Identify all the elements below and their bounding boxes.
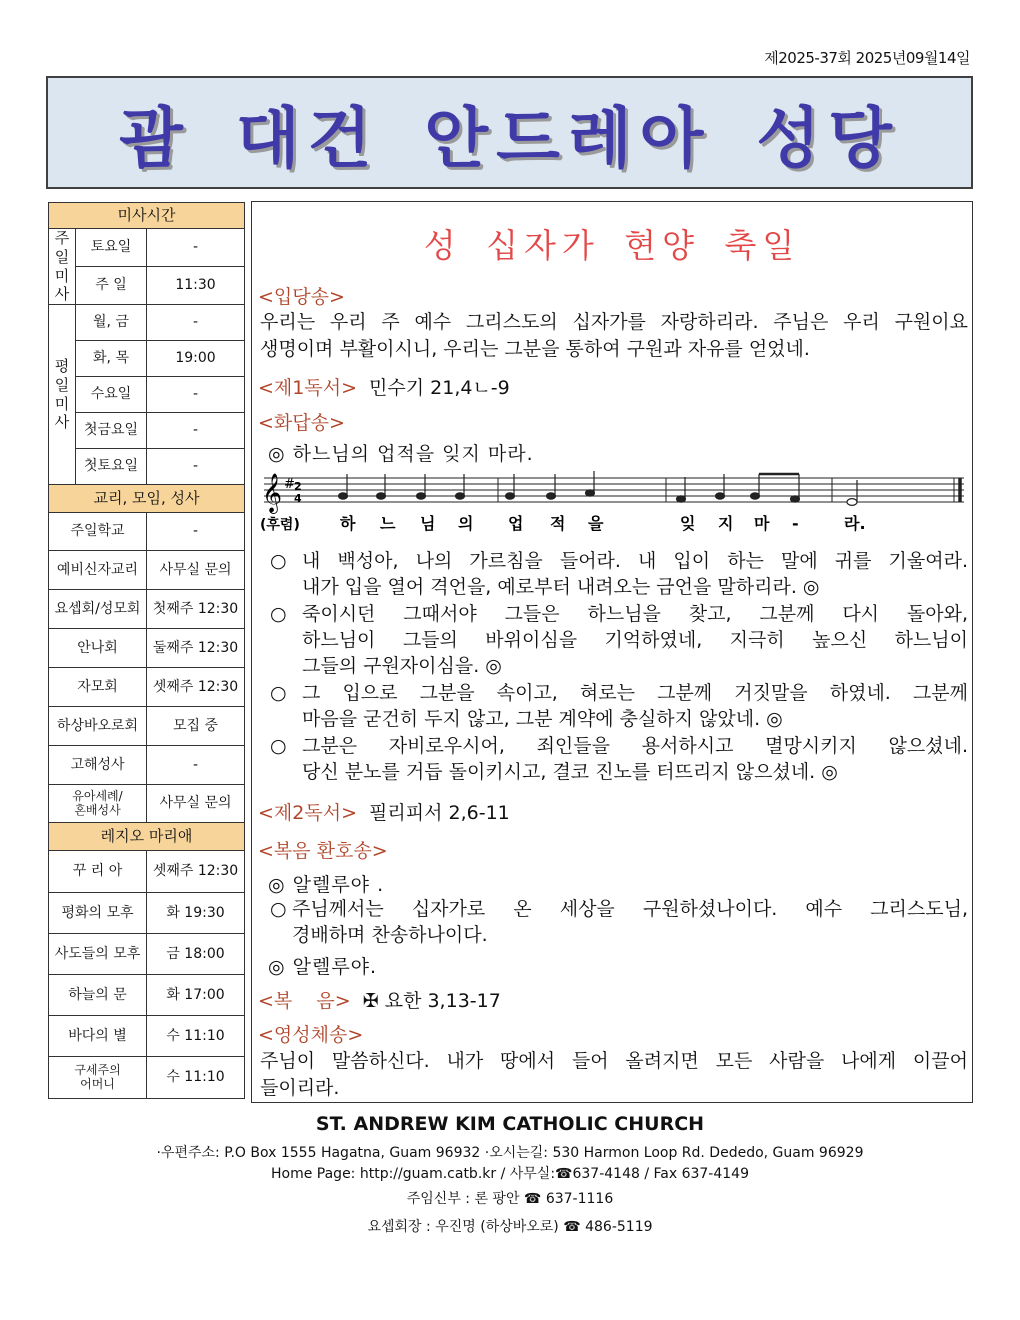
verse-marker: ○ bbox=[270, 603, 287, 625]
psalm-verse-3 bbox=[270, 680, 968, 732]
curia-value: 셋째주 12:30 bbox=[147, 851, 245, 893]
lyric-syllable: 잊 bbox=[680, 514, 696, 533]
verse4-line-1: 그분은 자비로우시어, 죄인들을 용서하시고 멸망시키지 않으셨네. bbox=[302, 735, 968, 757]
sea-label: 바다의 별 bbox=[49, 1016, 147, 1057]
note bbox=[791, 496, 800, 502]
baptism-label: 유아세례/ 혼배성사 bbox=[49, 785, 147, 823]
lyric-syllable: 하 bbox=[340, 514, 356, 533]
joseph-value: 첫째주 12:30 bbox=[147, 590, 245, 629]
anna-value: 둘째주 12:30 bbox=[147, 629, 245, 668]
verse2-line-2: 하느님이 그들의 바위이심을 기억하였네, 지극히 높으신 하느님이 bbox=[302, 629, 968, 651]
sea-value: 수 11:10 bbox=[147, 1016, 245, 1057]
sunday-time: 11:30 bbox=[147, 267, 245, 305]
acclamation-verse bbox=[270, 896, 968, 948]
monfri-label: 월, 금 bbox=[76, 305, 147, 341]
half-note bbox=[847, 499, 857, 506]
reading2-ref: 필리피서 2,6-11 bbox=[369, 802, 510, 824]
firstsat-time: - bbox=[147, 449, 245, 485]
weekday-mass-group: 평 일 미 사 bbox=[49, 305, 76, 485]
psalm-verse-2 bbox=[270, 601, 968, 679]
firstsat-label: 첫토요일 bbox=[76, 449, 147, 485]
alleluia-2: ◎ 알렐루야. bbox=[268, 956, 378, 978]
mothers-value: 셋째주 12:30 bbox=[147, 668, 245, 707]
time-signature-top: 2 bbox=[294, 480, 302, 493]
verse3-line-1: 그 입으로 그분을 속이고, 혀로는 그분께 거짓말을 하였네. 그분께 bbox=[302, 682, 968, 704]
acclamation-line-1: 주님께서는 십자가로 온 세상을 구원하셨나이다. 예수 그리스도님, bbox=[292, 898, 968, 920]
confession-value: - bbox=[147, 746, 245, 785]
wed-time: - bbox=[147, 377, 245, 413]
president-line: 요셉회장 : 우진명 (하상바오로) ☎ 486-5119 bbox=[367, 1219, 653, 1235]
lyric-syllable: 적 bbox=[550, 514, 566, 533]
redeemer-value: 수 11:10 bbox=[147, 1057, 245, 1099]
anna-label: 안나회 bbox=[49, 629, 147, 668]
alleluia-1: ◎ 알렐루야 . bbox=[268, 874, 385, 896]
lyric-syllable: 느 bbox=[380, 514, 396, 533]
note bbox=[586, 490, 595, 496]
psalm-refrain: ◎ 하느님의 업적을 잊지 마라. bbox=[268, 443, 534, 465]
reading1-ref: 민수기 21,4ㄴ-9 bbox=[369, 377, 510, 399]
reading2-label: <제2독서> bbox=[258, 802, 357, 824]
heaven-value: 화 17:00 bbox=[147, 975, 245, 1016]
tuethu-label: 화, 목 bbox=[76, 341, 147, 377]
note bbox=[677, 496, 686, 502]
issue-number: 제2025-37회 2025년09월14일 bbox=[764, 49, 970, 67]
verse-marker: ○ bbox=[270, 735, 287, 757]
gospel-ref: ✠ 요한 3,13-17 bbox=[362, 990, 501, 1012]
verse4-line-2: 당신 분노를 거듭 돌이키시고, 결코 진노를 터뜨리지 않으셨네. ◎ bbox=[302, 761, 838, 783]
heaven-label: 하늘의 문 bbox=[49, 975, 147, 1016]
firstfri-label: 첫금요일 bbox=[76, 413, 147, 449]
baptism-value: 사무실 문의 bbox=[147, 785, 245, 823]
saturday-time: - bbox=[147, 229, 245, 267]
note bbox=[417, 493, 426, 499]
mass-times-header: 미사시간 bbox=[49, 203, 245, 229]
gospel-acclamation-label: <복음 환호송> bbox=[258, 840, 388, 862]
verse2-line-3: 그들의 구원자이심을. ◎ bbox=[302, 655, 502, 677]
liturgy-panel bbox=[251, 201, 973, 1103]
lyric-syllable: 님 bbox=[420, 514, 436, 533]
note bbox=[716, 493, 725, 499]
wed-label: 수요일 bbox=[76, 377, 147, 413]
legio-header: 레지오 마리애 bbox=[49, 823, 245, 851]
priest-line: 주임신부 : 론 팡안 ☎ 637-1116 bbox=[406, 1191, 614, 1207]
hasang-value: 모집 중 bbox=[147, 707, 245, 746]
verse-marker: ○ bbox=[270, 682, 287, 704]
redeemer-label: 구세주의 어머니 bbox=[49, 1057, 147, 1099]
groups-header: 교리, 모임, 성사 bbox=[49, 485, 245, 513]
firstfri-time: - bbox=[147, 413, 245, 449]
peace-label: 평화의 모후 bbox=[49, 893, 147, 934]
tuethu-time: 19:00 bbox=[147, 341, 245, 377]
lyric-syllable: 지 bbox=[718, 514, 734, 533]
music-refrain-label: (후렴) bbox=[260, 517, 300, 533]
verse2-line-1: 죽이시던 그때서야 그들은 하느님을 찾고, 그분께 다시 돌아와, bbox=[302, 603, 968, 625]
note bbox=[506, 493, 515, 499]
saturday-label: 토요일 bbox=[76, 229, 147, 267]
acclamation-line-2: 경배하며 찬송하나이다. bbox=[292, 924, 488, 946]
catechumen-value: 사무실 문의 bbox=[147, 551, 245, 590]
note bbox=[547, 493, 556, 499]
time-signature-bottom: 4 bbox=[294, 492, 302, 505]
apostles-label: 사도들의 모후 bbox=[49, 934, 147, 975]
note bbox=[377, 493, 386, 499]
communion-line-2: 들이리라. bbox=[260, 1077, 340, 1099]
reading1 bbox=[258, 373, 510, 400]
note bbox=[339, 493, 348, 499]
communion-label: <영성체송> bbox=[258, 1024, 364, 1046]
joseph-label: 요셉회/성모회 bbox=[49, 590, 147, 629]
entrance-label: <입당송> bbox=[258, 286, 345, 308]
reading2 bbox=[258, 798, 510, 825]
hasang-label: 하상바오로회 bbox=[49, 707, 147, 746]
feast-title: 성 십자가 현양 축일 bbox=[423, 226, 801, 265]
sunday-mass-group: 주 일 미 사 bbox=[49, 229, 76, 305]
verse-marker: ○ bbox=[270, 898, 287, 920]
lyric-syllable: 업 bbox=[508, 514, 524, 533]
verse1-line-2: 내가 입을 열어 격언을, 예로부터 내려오는 금언을 말하리라. ◎ bbox=[302, 576, 820, 598]
verse1-line-1: 내 백성아, 나의 가르침을 들어라. 내 입이 하는 말에 귀를 기울여라. bbox=[302, 550, 968, 572]
sunday-label: 주 일 bbox=[76, 267, 147, 305]
apostles-value: 금 18:00 bbox=[147, 934, 245, 975]
note bbox=[751, 493, 760, 499]
note bbox=[456, 493, 465, 499]
sunday-school-value: - bbox=[147, 513, 245, 551]
contact-line: Home Page: http://guam.catb.kr / 사무실:☎637-4148 / Fax 637-4149 bbox=[271, 1166, 749, 1182]
church-banner bbox=[46, 76, 973, 189]
church-english-name: ST. ANDREW KIM CATHOLIC CHURCH bbox=[315, 1113, 705, 1135]
address-line: ·우편주소: P.O Box 1555 Hagatna, Guam 96932 ·오시는길: 530 Harmon Loop Rd. Dededo, Guam 96929 bbox=[156, 1145, 864, 1161]
treble-clef-icon: 𝄞 bbox=[262, 473, 283, 513]
psalm-label: <화답송> bbox=[258, 412, 345, 434]
peace-value: 화 19:30 bbox=[147, 893, 245, 934]
psalm-music-staff bbox=[260, 468, 970, 538]
psalm-verse-1 bbox=[270, 548, 968, 600]
communion-line-1: 주님이 말씀하신다. 내가 땅에서 들어 올려지면 모든 사람을 나에게 이끌어 bbox=[260, 1050, 968, 1072]
schedule-table bbox=[48, 202, 245, 1099]
sunday-school-label: 주일학교 bbox=[49, 513, 147, 551]
catechumen-label: 예비신자교리 bbox=[49, 551, 147, 590]
key-signature: # bbox=[284, 477, 295, 492]
psalm-verse-4 bbox=[270, 733, 968, 785]
mothers-label: 자모회 bbox=[49, 668, 147, 707]
entrance-line-1: 우리는 우리 주 예수 그리스도의 십자가를 자랑하리라. 주님은 우리 구원이요 bbox=[260, 311, 968, 333]
gospel-label: <복 음> bbox=[258, 990, 351, 1012]
confession-label: 고해성사 bbox=[49, 746, 147, 785]
lyric-syllable: - bbox=[792, 514, 799, 533]
curia-label: 꾸 리 아 bbox=[49, 851, 147, 893]
lyric-syllable: 마 bbox=[754, 514, 770, 533]
gospel bbox=[258, 986, 501, 1013]
entrance-line-2: 생명이며 부활이시니, 우리는 그분을 통하여 구원과 자유를 얻었네. bbox=[260, 338, 810, 360]
verse-marker: ○ bbox=[270, 550, 287, 572]
lyric-syllable: 라. bbox=[844, 514, 866, 533]
lyric-syllable: 을 bbox=[588, 514, 604, 533]
lyric-syllable: 의 bbox=[458, 514, 474, 533]
reading1-label: <제1독서> bbox=[258, 377, 357, 399]
verse3-line-2: 마음을 굳건히 두지 않고, 그분 계약에 충실하지 않았네. ◎ bbox=[302, 708, 783, 730]
monfri-time: - bbox=[147, 305, 245, 341]
church-name: 괌 대건 안드레아 성당 bbox=[119, 100, 900, 177]
